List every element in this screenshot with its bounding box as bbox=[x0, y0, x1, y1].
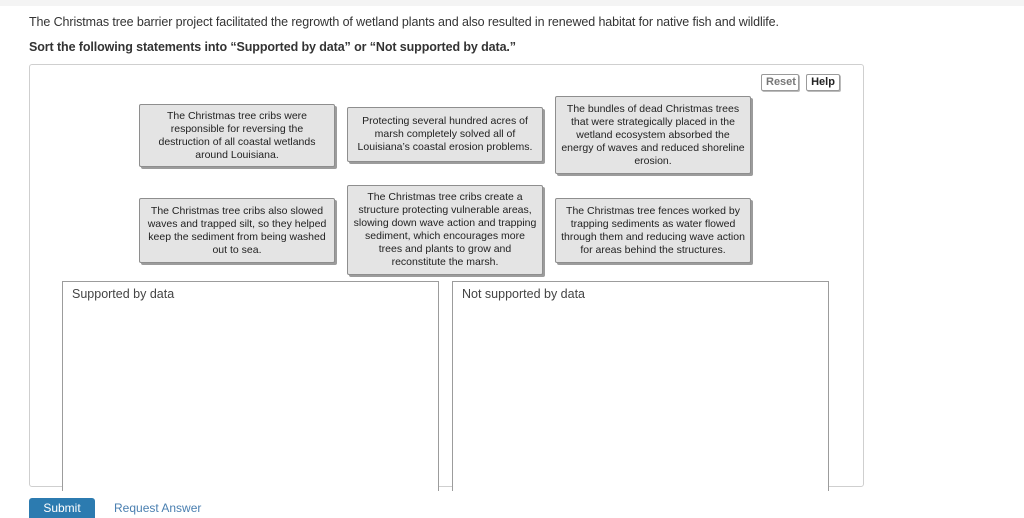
statement-card[interactable] bbox=[139, 104, 335, 167]
statement-text: The Christmas tree cribs create a structure protecting vulnerable areas, slowing down wave action and trapping sediment, which encourages more trees and plants to grow and reconstitute the marsh. bbox=[353, 191, 537, 268]
supported-dropzone[interactable] bbox=[62, 281, 439, 491]
help-button[interactable]: Help bbox=[806, 74, 840, 91]
not-supported-dropzone[interactable] bbox=[452, 281, 829, 491]
statement-text: The Christmas tree cribs also slowed waves and trapped silt, so they helped keep the sediment from being washed out to sea. bbox=[147, 204, 327, 256]
reset-button[interactable]: Reset bbox=[761, 74, 799, 91]
statement-card[interactable] bbox=[347, 185, 543, 275]
statement-card[interactable] bbox=[139, 198, 335, 263]
not-supported-label: Not supported by data bbox=[462, 287, 585, 301]
question-prompt: The Christmas tree barrier project facilitated the regrowth of wetland plants and also resulted in renewed habitat for native fish and wildlife. bbox=[29, 15, 779, 29]
request-answer-link[interactable]: Request Answer bbox=[114, 501, 202, 515]
statement-card[interactable] bbox=[347, 107, 543, 162]
statement-card[interactable] bbox=[555, 198, 751, 263]
supported-label: Supported by data bbox=[72, 287, 175, 301]
top-bar bbox=[0, 0, 1024, 6]
statement-text: The Christmas tree fences worked by trapping sediments as water flowed through them and reducing wave action for areas behind the structures. bbox=[561, 204, 745, 256]
statement-card[interactable] bbox=[555, 96, 751, 174]
statement-text: The Christmas tree cribs were responsible for reversing the destruction of all coastal wetlands around Louisiana. bbox=[158, 109, 316, 161]
statement-text: Protecting several hundred acres of marsh completely solved all of Louisiana’s coastal erosion problems. bbox=[357, 115, 533, 153]
question-instruction: Sort the following statements into “Supported by data” or “Not supported by data.” bbox=[29, 40, 516, 54]
statement-text: The bundles of dead Christmas trees that were strategically placed in the wetland ecosystem absorbed the energy of waves and reduced shoreline erosion. bbox=[561, 102, 745, 167]
submit-button[interactable]: Submit bbox=[29, 498, 95, 518]
